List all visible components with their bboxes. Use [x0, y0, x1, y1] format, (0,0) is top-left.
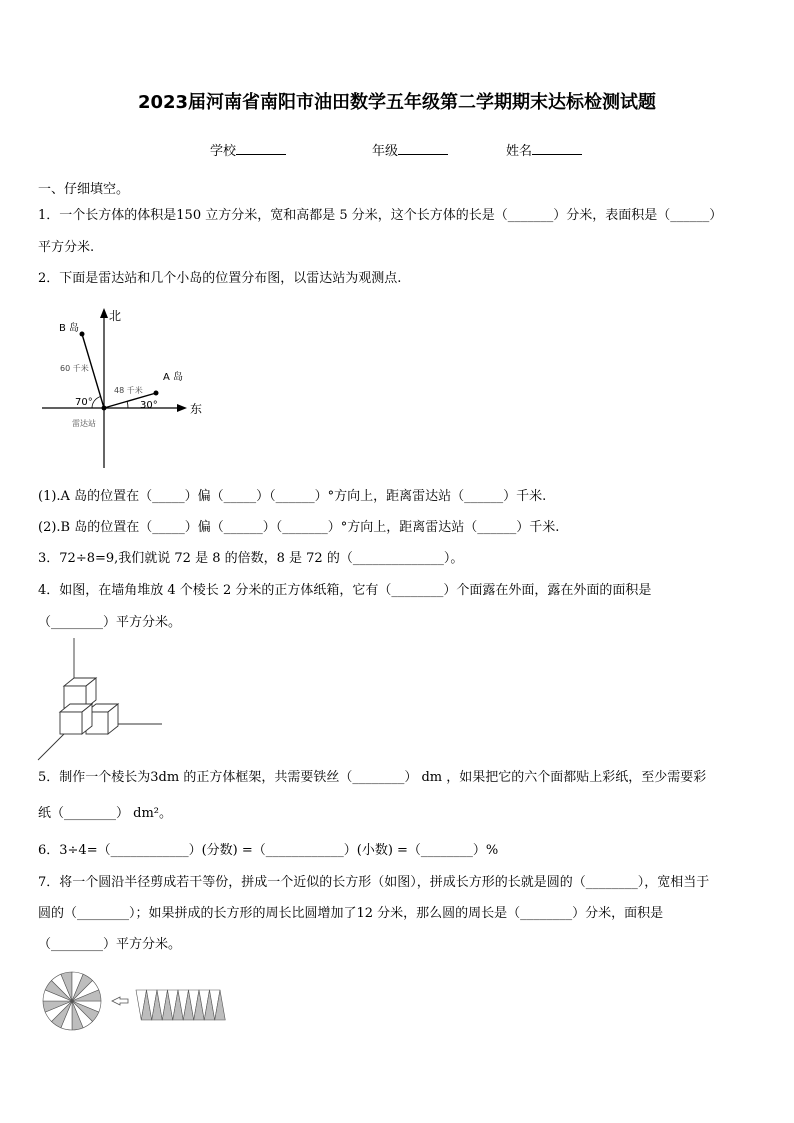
- east-label: 东: [190, 402, 203, 416]
- radar-diagram: [30, 300, 220, 475]
- section-heading: 一、仔细填空。: [38, 182, 130, 197]
- question-7-line-3: （________）平方分米。: [38, 937, 182, 952]
- north-label: 北: [109, 309, 122, 323]
- question-5-line-1: 5．制作一个棱长为3dm 的正方体框架，共需要铁丝（________） dm ，如果把它的六个面都贴上彩纸，至少需要彩: [38, 770, 707, 785]
- question-3-text: 3．72÷8=9,我们就说 72 是 8 的倍数，8 是 72 的（______________）。: [38, 551, 464, 566]
- question-1-line-1: 1．一个长方体的体积是150 立方分米，宽和高都是 5 分米，这个长方体的长是（_______）分米，表面积是（______）: [38, 208, 723, 223]
- angle-30-arc: [127, 401, 128, 408]
- question-4-line-2: （________）平方分米。: [38, 615, 182, 630]
- name-label: 姓名: [506, 144, 533, 159]
- angle-70-arc: [92, 397, 101, 409]
- grade-field: [372, 140, 448, 159]
- b-island-dot: [80, 332, 85, 337]
- question-4-line-1: 4．如图，在墙角堆放 4 个棱长 2 分米的正方体纸箱，它有（________）个面露在外面，露在外面的面积是: [38, 583, 652, 598]
- school-blank[interactable]: [236, 142, 286, 155]
- page-title: 2023届河南省南阳市油田数学五年级第二学期期末达标检测试题: [137, 92, 657, 113]
- a-island-label: A 岛: [163, 372, 184, 383]
- question-2-text: 2．下面是雷达站和几个小岛的位置分布图，以雷达站为观测点.: [38, 271, 402, 286]
- cubes-diagram: [34, 636, 164, 764]
- question-5-line-2: 纸（________） dm²。: [38, 806, 172, 821]
- radar-station-label: 雷达站: [72, 419, 96, 428]
- grade-label: 年级: [372, 144, 399, 159]
- name-blank[interactable]: [532, 142, 582, 155]
- north-arrow-icon: [100, 308, 108, 318]
- question-1-line-2: 平方分米.: [38, 240, 95, 255]
- b-distance-label: 60 千米: [60, 364, 89, 373]
- cube-left-front-face: [60, 712, 82, 734]
- circle-rearrange-diagram: [40, 968, 230, 1036]
- question-7-line-2: 圆的（________）；如果拼成的长方形的周长比圆增加了12 分米，那么圆的周长是（________）分米，面积是: [38, 906, 664, 921]
- angle-30-label: 30°: [140, 400, 158, 411]
- divided-circle: [43, 972, 101, 1030]
- b-island-label: B 岛: [59, 323, 80, 334]
- question-7-line-1: 7．将一个圆沿半径剪成若干等份，拼成一个近似的长方形（如图），拼成长方形的长就是圆的（________），宽相当于: [38, 875, 710, 890]
- radar-station-dot: [102, 406, 107, 411]
- a-distance-label: 48 千米: [114, 386, 143, 395]
- angle-70-label: 70°: [75, 397, 93, 408]
- question-2-sub-1: (1).A 岛的位置在（_____）偏（_____）（______）°方向上，距离雷达站（______）千米.: [38, 489, 547, 504]
- name-field: [506, 140, 582, 159]
- school-label: 学校: [210, 144, 237, 159]
- grade-blank[interactable]: [398, 142, 448, 155]
- right-arrow-icon: [112, 997, 128, 1005]
- school-field: [210, 140, 286, 159]
- question-6-text: 6．3÷4=（____________）(分数) =（____________）(小数) =（________）%: [38, 843, 499, 858]
- approx-rectangle: [136, 990, 225, 1020]
- question-2-sub-2: (2).B 岛的位置在（_____）偏（______）（_______）°方向上，距离雷达站（______）千米.: [38, 520, 560, 535]
- a-island-dot: [154, 391, 159, 396]
- east-arrow-icon: [177, 404, 187, 412]
